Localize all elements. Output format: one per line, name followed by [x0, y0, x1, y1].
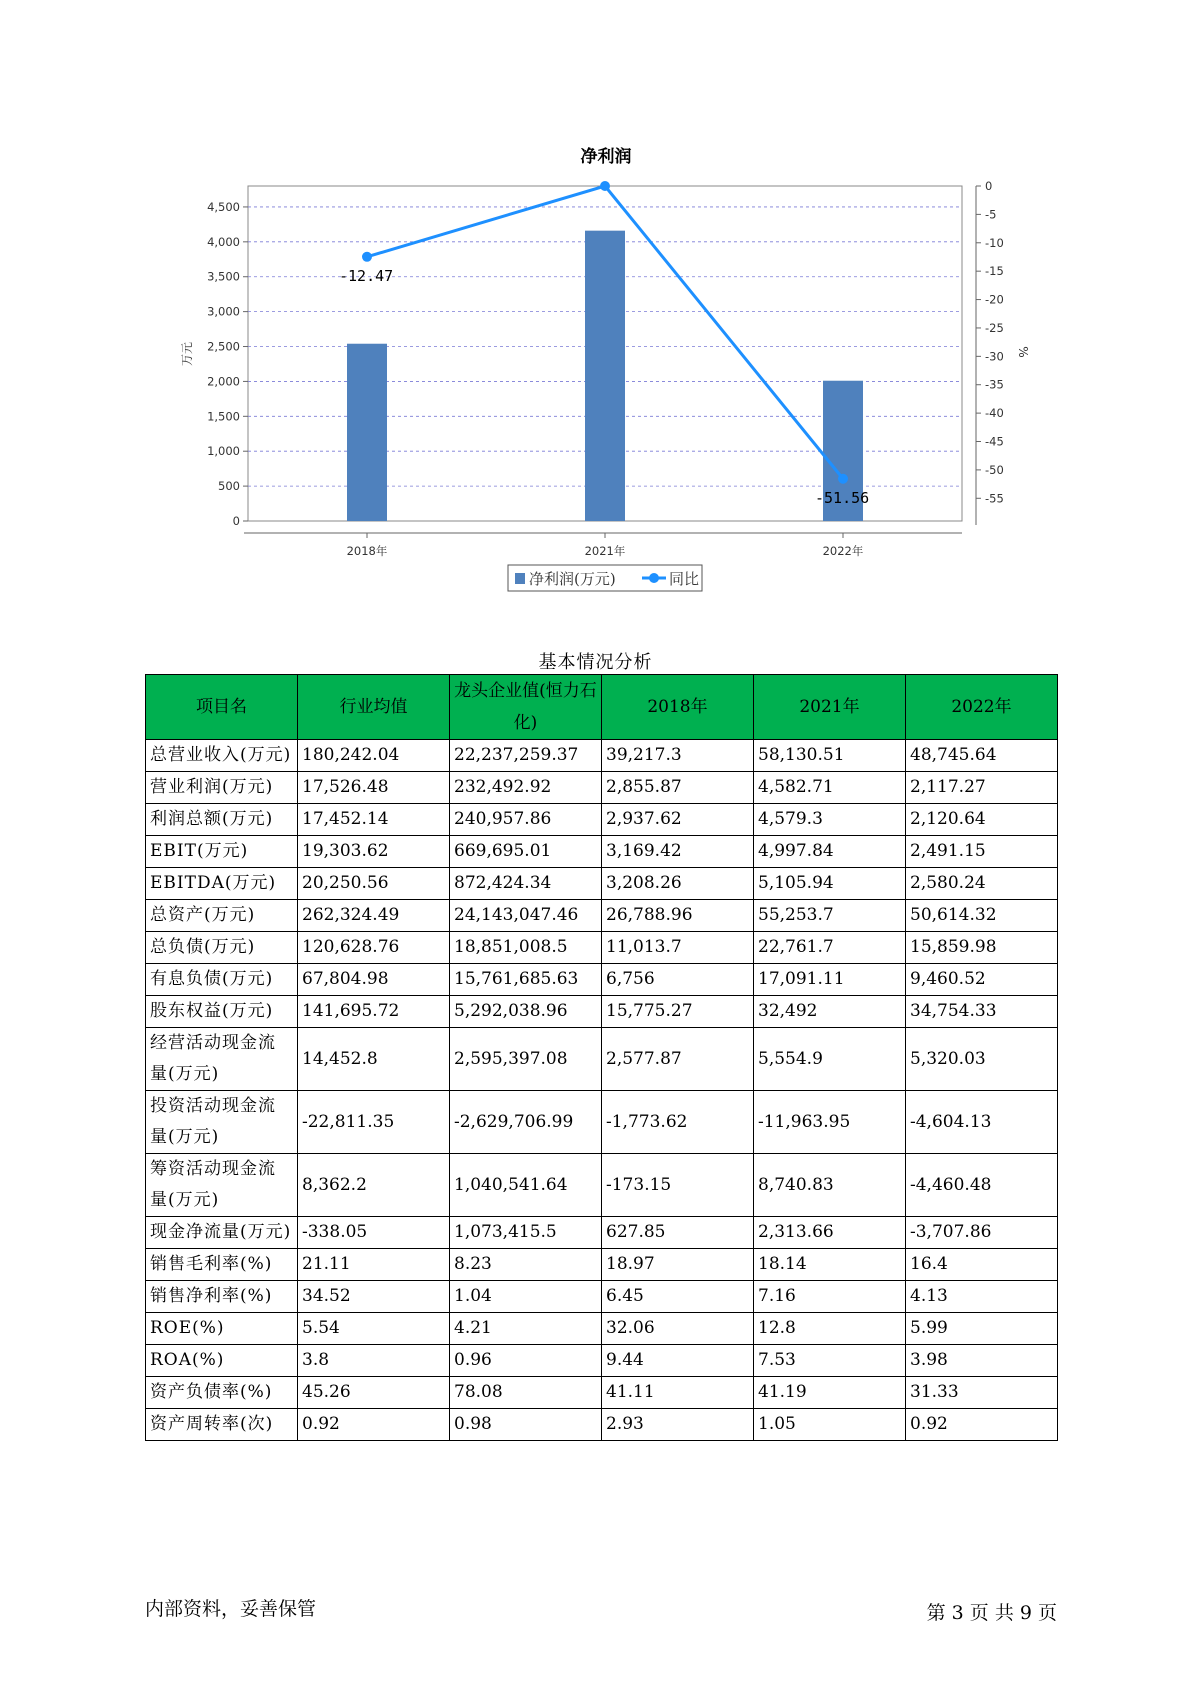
value-cell: 3.98	[906, 1345, 1058, 1377]
value-cell: 180,242.04	[298, 740, 450, 772]
header-cell: 行业均值	[298, 675, 450, 740]
bar-net-profit	[347, 344, 387, 521]
value-cell: 15,775.27	[602, 996, 754, 1028]
table-row	[146, 1154, 1058, 1217]
value-cell: 17,452.14	[298, 804, 450, 836]
value-cell: 55,253.7	[754, 900, 906, 932]
table-header-row	[146, 675, 1058, 740]
table-row	[146, 1281, 1058, 1313]
right-tick-label: 0	[985, 179, 993, 193]
value-cell: 2,580.24	[906, 868, 1058, 900]
value-cell: 32,492	[754, 996, 906, 1028]
point-yoy	[838, 474, 848, 484]
header-cell: 龙头企业值(恒力石化)	[450, 675, 602, 740]
x-tick-label: 2022年	[822, 544, 864, 558]
row-label-cell: 有息负债(万元)	[146, 964, 298, 996]
left-tick-label: 1,000	[207, 444, 240, 459]
point-yoy	[362, 252, 372, 262]
chart-svg	[0, 0, 1191, 600]
value-cell: -4,460.48	[906, 1154, 1058, 1217]
value-cell: -3,707.86	[906, 1217, 1058, 1249]
value-cell: 18.14	[754, 1249, 906, 1281]
left-axis-title: 万元	[180, 341, 194, 367]
row-label-cell: 筹资活动现金流量(万元)	[146, 1154, 298, 1217]
table-row	[146, 996, 1058, 1028]
row-label-cell: 资产周转率(次)	[146, 1409, 298, 1441]
data-label-yoy: -51.56	[815, 488, 870, 507]
value-cell: 9.44	[602, 1345, 754, 1377]
right-tick-label: -25	[985, 320, 1004, 335]
value-cell: -173.15	[602, 1154, 754, 1217]
value-cell: 120,628.76	[298, 932, 450, 964]
value-cell: 6.45	[602, 1281, 754, 1313]
value-cell: 48,745.64	[906, 740, 1058, 772]
value-cell: 1.04	[450, 1281, 602, 1313]
row-label-cell: 总负债(万元)	[146, 932, 298, 964]
value-cell: 8,740.83	[754, 1154, 906, 1217]
analysis-table	[145, 674, 1058, 1441]
value-cell: -11,963.95	[754, 1091, 906, 1154]
bar-net-profit	[585, 231, 625, 521]
value-cell: 39,217.3	[602, 740, 754, 772]
value-cell: 4,579.3	[754, 804, 906, 836]
table-row	[146, 1409, 1058, 1441]
left-tick-label: 500	[218, 479, 240, 494]
value-cell: 240,957.86	[450, 804, 602, 836]
value-cell: 0.92	[298, 1409, 450, 1441]
value-cell: 2,491.15	[906, 836, 1058, 868]
left-tick-label: 2,500	[207, 339, 240, 354]
value-cell: 5.99	[906, 1313, 1058, 1345]
right-tick-label: -10	[985, 235, 1004, 250]
header-cell: 2021年	[754, 675, 906, 740]
value-cell: 18,851,008.5	[450, 932, 602, 964]
row-label-cell: 利润总额(万元)	[146, 804, 298, 836]
x-tick-label: 2018年	[346, 544, 388, 558]
value-cell: 18.97	[602, 1249, 754, 1281]
value-cell: 21.11	[298, 1249, 450, 1281]
row-label-cell: 销售毛利率(%)	[146, 1249, 298, 1281]
value-cell: 5.54	[298, 1313, 450, 1345]
row-label-cell: 营业利润(万元)	[146, 772, 298, 804]
value-cell: 50,614.32	[906, 900, 1058, 932]
right-tick-label: -30	[985, 349, 1004, 364]
value-cell: 26,788.96	[602, 900, 754, 932]
legend-bar-label: 净利润(万元)	[529, 570, 616, 588]
value-cell: 15,859.98	[906, 932, 1058, 964]
value-cell: 12.8	[754, 1313, 906, 1345]
footer-confidential-note: 内部资料，妥善保管	[145, 1598, 317, 1620]
row-label-cell: 投资活动现金流量(万元)	[146, 1091, 298, 1154]
table-row	[146, 868, 1058, 900]
legend-line-label: 同比	[669, 570, 700, 588]
value-cell: 16.4	[906, 1249, 1058, 1281]
value-cell: 34.52	[298, 1281, 450, 1313]
table-row	[146, 1377, 1058, 1409]
header-cell: 2022年	[906, 675, 1058, 740]
right-tick-label: -35	[985, 377, 1004, 392]
value-cell: 627.85	[602, 1217, 754, 1249]
value-cell: 4.13	[906, 1281, 1058, 1313]
table-row	[146, 772, 1058, 804]
point-yoy	[600, 181, 610, 191]
table-row	[146, 1249, 1058, 1281]
value-cell: 872,424.34	[450, 868, 602, 900]
value-cell: -22,811.35	[298, 1091, 450, 1154]
value-cell: 2,117.27	[906, 772, 1058, 804]
value-cell: 2,855.87	[602, 772, 754, 804]
left-tick-label: 3,500	[207, 269, 240, 284]
legend-line-marker	[649, 573, 659, 583]
value-cell: 1,040,541.64	[450, 1154, 602, 1217]
row-label-cell: EBITDA(万元)	[146, 868, 298, 900]
value-cell: 669,695.01	[450, 836, 602, 868]
left-tick-label: 2,000	[207, 374, 240, 389]
value-cell: 2,120.64	[906, 804, 1058, 836]
table-row	[146, 804, 1058, 836]
value-cell: 32.06	[602, 1313, 754, 1345]
value-cell: -2,629,706.99	[450, 1091, 602, 1154]
value-cell: 9,460.52	[906, 964, 1058, 996]
value-cell: 78.08	[450, 1377, 602, 1409]
row-label-cell: 股东权益(万元)	[146, 996, 298, 1028]
value-cell: 3.8	[298, 1345, 450, 1377]
table-row	[146, 932, 1058, 964]
table-row	[146, 964, 1058, 996]
left-tick-label: 4,500	[207, 199, 240, 214]
right-tick-label: -5	[985, 207, 997, 222]
row-label-cell: 总营业收入(万元)	[146, 740, 298, 772]
value-cell: 24,143,047.46	[450, 900, 602, 932]
legend-bar-swatch	[515, 573, 525, 584]
right-tick-label: -45	[985, 434, 1004, 449]
right-tick-label: -15	[985, 264, 1004, 279]
row-label-cell: 经营活动现金流量(万元)	[146, 1028, 298, 1091]
value-cell: 2,937.62	[602, 804, 754, 836]
row-label-cell: 销售净利率(%)	[146, 1281, 298, 1313]
value-cell: 19,303.62	[298, 836, 450, 868]
value-cell: 7.16	[754, 1281, 906, 1313]
table-row	[146, 740, 1058, 772]
value-cell: 2,595,397.08	[450, 1028, 602, 1091]
value-cell: 14,452.8	[298, 1028, 450, 1091]
value-cell: 262,324.49	[298, 900, 450, 932]
value-cell: 4,997.84	[754, 836, 906, 868]
value-cell: 2,577.87	[602, 1028, 754, 1091]
value-cell: 1.05	[754, 1409, 906, 1441]
right-axis-title: %	[1016, 346, 1030, 358]
value-cell: 34,754.33	[906, 996, 1058, 1028]
value-cell: 17,091.11	[754, 964, 906, 996]
value-cell: 232,492.92	[450, 772, 602, 804]
value-cell: 67,804.98	[298, 964, 450, 996]
value-cell: 41.19	[754, 1377, 906, 1409]
value-cell: 45.26	[298, 1377, 450, 1409]
left-tick-label: 3,000	[207, 304, 240, 319]
left-tick-label: 0	[232, 514, 240, 528]
value-cell: -4,604.13	[906, 1091, 1058, 1154]
table-body	[146, 740, 1058, 1441]
left-tick-label: 1,500	[207, 409, 240, 424]
right-tick-label: -50	[985, 462, 1004, 477]
row-label-cell: EBIT(万元)	[146, 836, 298, 868]
x-tick-label: 2021年	[584, 544, 626, 558]
table-row	[146, 1028, 1058, 1091]
table-row	[146, 900, 1058, 932]
value-cell: 58,130.51	[754, 740, 906, 772]
chart-title: 净利润	[580, 147, 632, 167]
value-cell: 41.11	[602, 1377, 754, 1409]
row-label-cell: 资产负债率(%)	[146, 1377, 298, 1409]
table-row	[146, 1091, 1058, 1154]
value-cell: 2.93	[602, 1409, 754, 1441]
right-tick-label: -55	[985, 491, 1004, 506]
value-cell: -1,773.62	[602, 1091, 754, 1154]
table-row	[146, 1345, 1058, 1377]
value-cell: 15,761,685.63	[450, 964, 602, 996]
table-row	[146, 1313, 1058, 1345]
value-cell: 5,105.94	[754, 868, 906, 900]
value-cell: 5,320.03	[906, 1028, 1058, 1091]
footer-page-number: 第 3 页 共 9 页	[926, 1602, 1057, 1624]
header-cell: 2018年	[602, 675, 754, 740]
value-cell: 0.96	[450, 1345, 602, 1377]
header-cell: 项目名	[146, 675, 298, 740]
value-cell: 141,695.72	[298, 996, 450, 1028]
row-label-cell: 现金净流量(万元)	[146, 1217, 298, 1249]
value-cell: 1,073,415.5	[450, 1217, 602, 1249]
value-cell: 31.33	[906, 1377, 1058, 1409]
value-cell: 5,292,038.96	[450, 996, 602, 1028]
right-tick-label: -20	[985, 292, 1004, 307]
left-tick-label: 4,000	[207, 234, 240, 249]
value-cell: 22,761.7	[754, 932, 906, 964]
table-caption: 基本情况分析	[538, 652, 653, 673]
value-cell: 11,013.7	[602, 932, 754, 964]
value-cell: 8,362.2	[298, 1154, 450, 1217]
data-label-yoy: -12.47	[339, 266, 394, 285]
right-tick-label: -40	[985, 406, 1004, 421]
row-label-cell: 总资产(万元)	[146, 900, 298, 932]
value-cell: 4,582.71	[754, 772, 906, 804]
net-profit-chart	[0, 0, 1191, 600]
value-cell: 4.21	[450, 1313, 602, 1345]
value-cell: 2,313.66	[754, 1217, 906, 1249]
value-cell: 3,169.42	[602, 836, 754, 868]
value-cell: 8.23	[450, 1249, 602, 1281]
value-cell: -338.05	[298, 1217, 450, 1249]
value-cell: 22,237,259.37	[450, 740, 602, 772]
value-cell: 0.98	[450, 1409, 602, 1441]
value-cell: 3,208.26	[602, 868, 754, 900]
value-cell: 20,250.56	[298, 868, 450, 900]
table-row	[146, 1217, 1058, 1249]
value-cell: 5,554.9	[754, 1028, 906, 1091]
row-label-cell: ROA(%)	[146, 1345, 298, 1377]
value-cell: 6,756	[602, 964, 754, 996]
value-cell: 17,526.48	[298, 772, 450, 804]
value-cell: 7.53	[754, 1345, 906, 1377]
value-cell: 0.92	[906, 1409, 1058, 1441]
row-label-cell: ROE(%)	[146, 1313, 298, 1345]
table-row	[146, 836, 1058, 868]
